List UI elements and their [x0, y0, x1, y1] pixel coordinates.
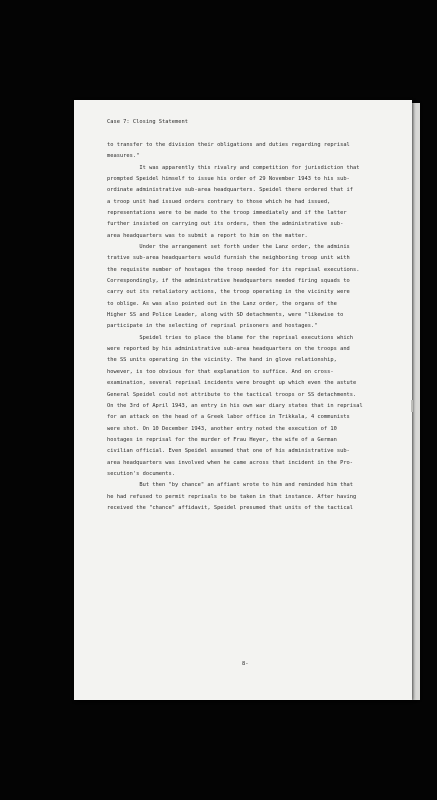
text-line: participate in the selecting of reprisal prisoners and hostages."	[107, 323, 318, 330]
text-line: were shot. On 10 December 1943, another entry noted the execution of 10	[107, 425, 337, 432]
text-line: were reported by his administrative sub-area headquarters on the troops and	[107, 346, 350, 353]
text-line: the SS units operating in the vicinity. The hand in glove relationship,	[107, 357, 337, 364]
text-line: representations were to be made to the troop immediately and if the latter	[107, 210, 347, 216]
page-number: 8-	[242, 661, 249, 667]
text-line: hostages in reprisal for the murder of Frau Heyer, the wife of a German	[107, 436, 337, 443]
text-line: civilian official. Even Speidel assumed that one of his administrative sub-	[107, 448, 350, 455]
text-line: for an attack on the head of a Greek labor office in Trikkala, 4 communists	[107, 414, 350, 421]
text-line: prompted Speidel himself to issue his order of 29 November 1943 to his sub-	[107, 175, 350, 182]
text-line: General Speidel could not attribute to the tactical troops or SS detachments.	[107, 391, 357, 398]
page-edge-mark	[411, 400, 413, 412]
text-line: On the 3rd of April 1943, an entry in his own war diary states that in reprisal	[107, 402, 363, 409]
text-line: however, is too obvious for that explanation to suffice. And on cross-	[107, 368, 334, 375]
text-line: received the "chance" affidavit, Speidel presumed that units of the tactical	[107, 504, 354, 511]
text-line: further insisted on carrying out its orders, then the administrative sub-	[107, 221, 344, 228]
text-line: to transfer to the division their obligations and duties regarding reprisal	[107, 141, 350, 148]
text-line: area headquarters was involved when he came across that incident in the Pro-	[107, 459, 354, 466]
text-line: examination, several reprisal incidents were brought up which even the astute	[107, 380, 357, 387]
text-line: Speidel tries to place the blame for the reprisal executions which	[107, 334, 354, 341]
text-line: Higher SS and Police Leader, along with SD detachments, were "likewise to	[107, 312, 344, 319]
text-line: carry out its retaliatory actions, the troop operating in the vicinity were	[107, 289, 350, 296]
text-line: measures."	[107, 153, 140, 160]
text-line: area headquarters was to submit a report to him on the matter.	[107, 232, 308, 239]
text-line: Under the arrangement set forth under the Lanz order, the adminis	[107, 244, 350, 251]
text-line: a troop unit had issued orders contrary to those which he had issued,	[107, 198, 331, 205]
text-line: the requisite number of hostages the troop needed for its reprisal executions.	[107, 266, 360, 273]
document-body	[107, 117, 397, 514]
document-title: Case 7: Closing Statement	[107, 119, 188, 125]
text-line: But then "by chance" an affiant wrote to him and reminded him that	[107, 482, 354, 489]
text-line: secution's documents.	[107, 470, 175, 477]
text-line: trative sub-area headquarters would furnish the neighboring troop unit with	[107, 255, 350, 262]
text-line: to oblige. As was also pointed out in the Lanz order, the organs of the	[107, 300, 337, 307]
text-line: he had refused to permit reprisals to be taken in that instance. After having	[107, 493, 357, 500]
text-line: ordinate administrative sub-area headquarters. Speidel there ordered that if	[107, 187, 354, 194]
text-line: Correspondingly, if the administrative headquarters needed firing squads to	[107, 278, 350, 285]
text-line: It was apparently this rivalry and competition for jurisdiction that	[107, 164, 360, 171]
